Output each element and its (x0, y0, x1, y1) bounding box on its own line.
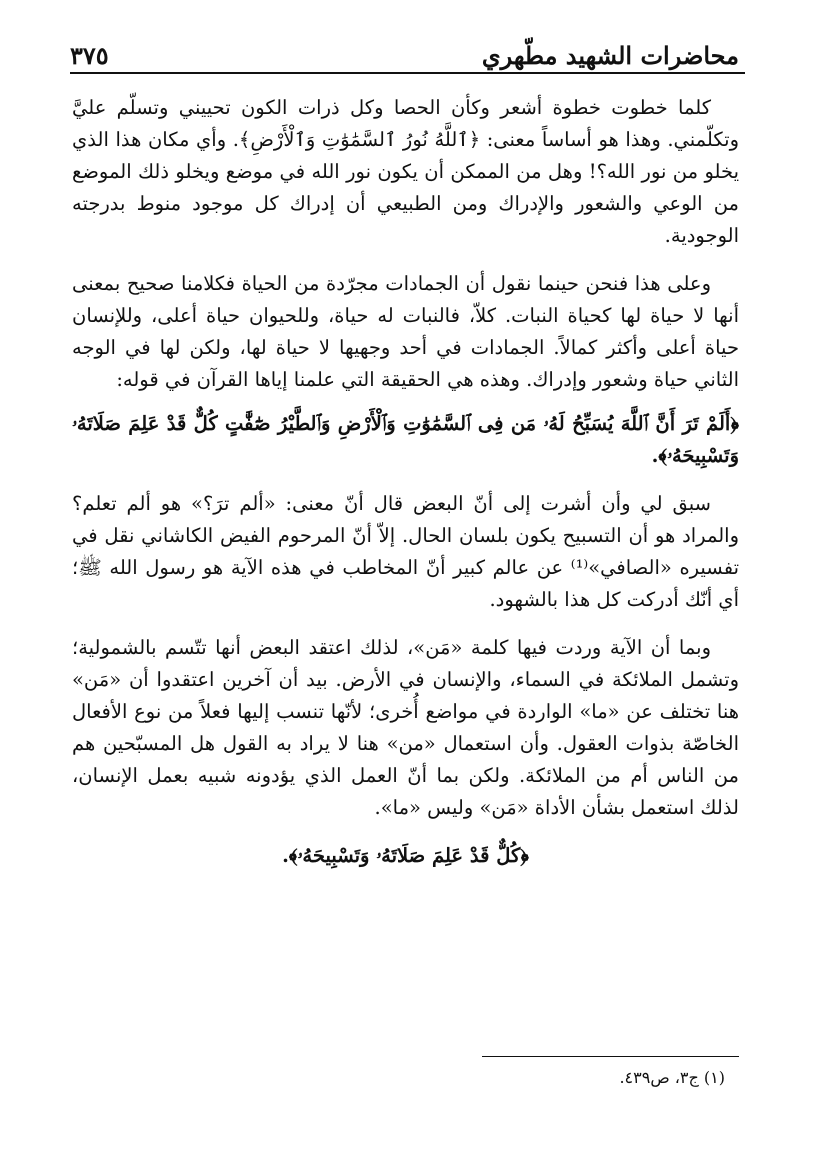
quran-verse: ﴿أَلَمْ تَرَ أَنَّ ٱللَّهَ يُسَبِّحُ لَهُۥ مَن فِى ٱلسَّمَٰوَٰتِ وَٱلْأَرْضِ وَٱلطَّيْرُ صَٰٓفَّٰتٍ كُلٌّ قَدْ عَلِمَ صَلَاتَهُۥ وَتَسْبِيحَهُۥ﴾. (72, 412, 739, 467)
quran-verse-centered: ﴿كُلٌّ قَدْ عَلِمَ صَلَاتَهُۥ وَتَسْبِيحَهُۥ﴾. (282, 844, 529, 867)
paragraph: كلما خطوت خطوة أشعر وكأن الحصا وكل ذرات الكون تحييني وتسلّم عليَّ وتكلّمني. وهذا هو أساساً معنى: ﴿ٱللَّهُ نُورُ ٱلسَّمَٰوَٰتِ وَٱلْأَرْضِ﴾. وأي مكان هذا الذي يخلو من نور الله؟! وهل من الممكن أن يكون نور الله في موضع ويخلو ذلك الموضع من الوعي والشعور والإدراك ومن الطبيعي أن إدراك كل موجود منوط بدرجته الوجودية. (72, 96, 739, 247)
page-header (70, 30, 739, 70)
paragraph: وبما أن الآية وردت فيها كلمة «مَن»، لذلك اعتقد البعض أنها تتّسم بالشمولية؛ وتشمل الملائكة في السماء، والإنسان في الأرض. بيد أن آخرين اعتقدوا أن «مَن» هنا تختلف عن «ما» الواردة في مواضع أُخرى؛ لأنّها تنسب إليها فعلاً من نوع الأفعال الخاصّة بذوات العقول. وأن استعمال «من» هنا لا يراد به القول هل المسبّحين هم من الناس أم من الملائكة. ولكن بما أنّ العمل الذي يؤدونه شبيه بعمل الإنسان، لذلك استعمل بشأن الأداة «مَن» وليس «ما». (72, 636, 739, 819)
header-rule (70, 72, 745, 74)
running-title: محاضرات الشهيد مطّهري (481, 41, 739, 70)
body-text (72, 92, 739, 872)
footnote-rule (482, 1056, 739, 1057)
paragraph: وعلى هذا فنحن حينما نقول أن الجمادات مجرّدة من الحياة فكلامنا صحيح بمعنى أنها لا حياة لها كحياة النبات. كلاّ، فالنبات له حياة، وللحيوان حياة أعلى، وللإنسان حياة أعلى وأكثر كمالاً. الجمادات في أحد وجهيها لا حياة لها، ولكن لها في الوجه الثاني حياة وشعور وإدراك. وهذه هي الحقيقة التي علمنا إياها القرآن في قوله: (72, 272, 739, 391)
paragraph: سبق لي وأن أشرت إلى أنّ البعض قال أنّ معنى: «ألم ترَ؟» هو ألم تعلم؟ والمراد هو أن التسبيح يكون بلسان الحال. إلاّ أنّ المرحوم الفيض الكاشاني نقل في تفسيره «الصافي»⁽¹⁾ عن عالم كبير أنّ المخاطب في هذه الآية هو رسول الله ﷺ؛ أي أنّك أدركت كل هذا بالشهود. (72, 492, 739, 611)
page-number: ٣٧٥ (70, 41, 109, 70)
footnote: (١) ج٣، ص٤٣٩. (619, 1068, 725, 1087)
